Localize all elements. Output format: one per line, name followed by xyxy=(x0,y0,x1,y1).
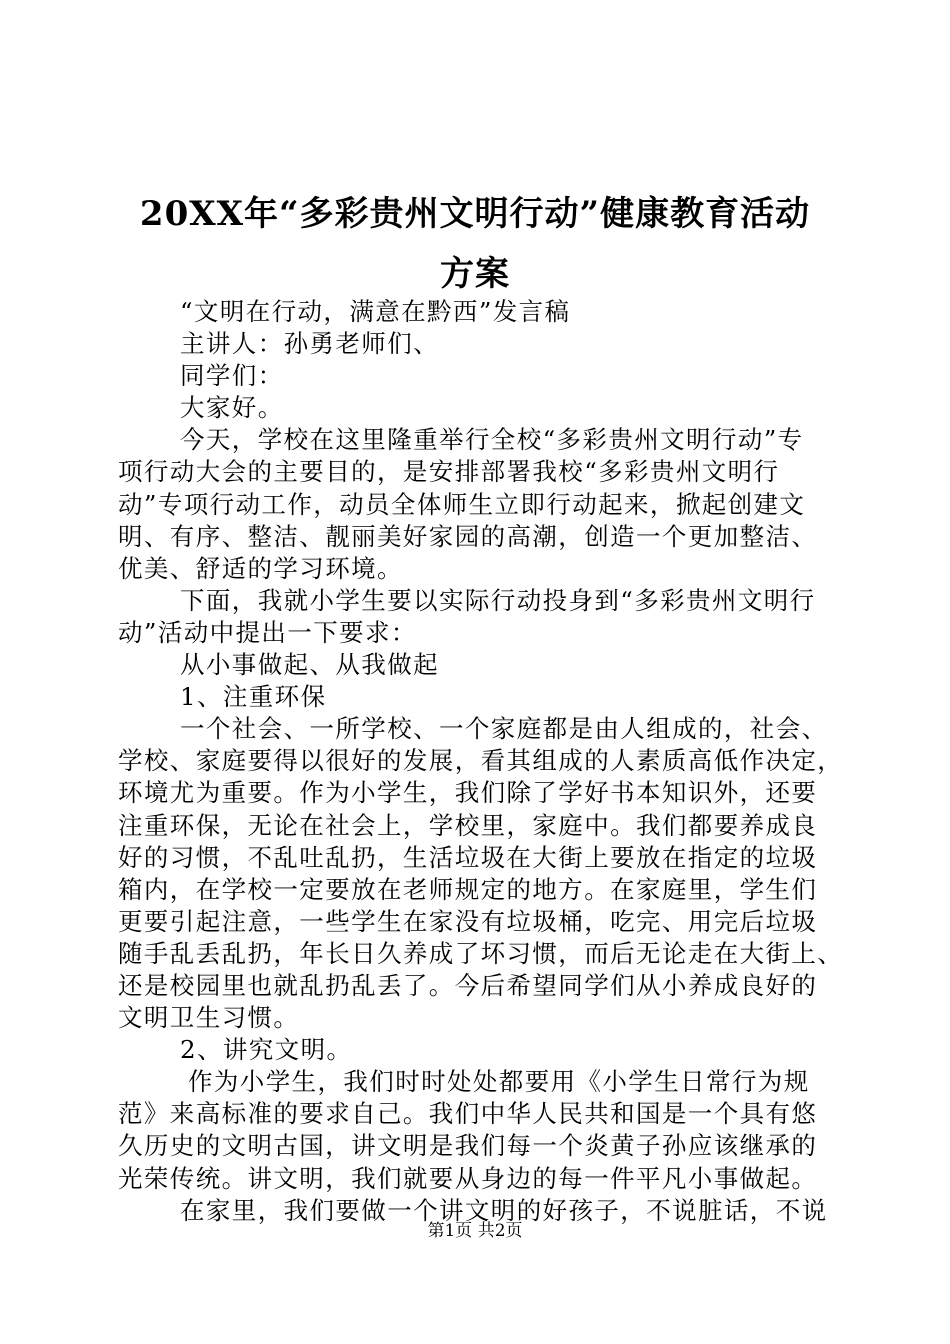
body-line: 明、有序、整洁、靓丽美好家园的高潮，创造一个更加整洁、 xyxy=(118,521,818,551)
body-line: 主讲人：孙勇老师们、 xyxy=(180,329,439,359)
body-line: 注重环保，无论在社会上，学校里，家庭中。我们都要养成良 xyxy=(118,810,818,840)
body-line: 久历史的文明古国，讲文明是我们每一个炎黄子孙应该继承的 xyxy=(118,1131,818,1161)
body-line: 作为小学生，我们时时处处都要用《小学生日常行为规 xyxy=(188,1067,810,1097)
body-line: 文明卫生习惯。 xyxy=(118,1003,300,1033)
body-line: 同学们： xyxy=(180,361,284,391)
body-line: 还是校园里也就乱扔乱丢了。今后希望同学们从小养成良好的 xyxy=(118,970,818,1000)
body-line: “文明在行动，满意在黔西”发言稿 xyxy=(180,297,571,326)
body-line: 动”专项行动工作，动员全体师生立即行动起来，掀起创建文 xyxy=(118,489,806,519)
body-line: 范》来高标准的要求自己。我们中华人民共和国是一个具有悠 xyxy=(118,1099,818,1129)
body-line: 2、讲究文明。 xyxy=(180,1035,353,1065)
body-line: 下面，我就小学生要以实际行动投身到“多彩贵州文明行 xyxy=(180,585,816,615)
body-line: 优美、舒适的学习环境。 xyxy=(118,553,403,583)
body-line: 动”活动中提出一下要求： xyxy=(118,617,417,647)
body-line: 更要引起注意，一些学生在家没有垃圾桶，吃完、用完后垃圾 xyxy=(118,906,818,936)
body-line: 箱内，在学校一定要放在老师规定的地方。在家庭里，学生们 xyxy=(118,874,818,904)
body-line: 1、注重环保 xyxy=(180,682,327,712)
body-line: 在家里，我们要做一个讲文明的好孩子，不说脏话，不说 xyxy=(180,1195,828,1225)
body-line: 从小事做起、从我做起 xyxy=(180,650,439,680)
body-line: 好的习惯，不乱吐乱扔，生活垃圾在大街上要放在指定的垃圾 xyxy=(118,842,818,872)
body-line: 光荣传统。讲文明，我们就要从身边的每一件平凡小事做起。 xyxy=(118,1163,818,1193)
body-line: 随手乱丢乱扔，年长日久养成了坏习惯，而后无论走在大街上、 xyxy=(118,938,844,968)
body-line: 一个社会、一所学校、一个家庭都是由人组成的，社会、 xyxy=(180,714,828,744)
body-line: 学校、家庭要得以很好的发展，看其组成的人素质高低作决定， xyxy=(118,746,844,776)
document-body xyxy=(118,296,844,1227)
body-line: 项行动大会的主要目的，是安排部署我校“多彩贵州文明行 xyxy=(118,457,780,487)
body-line: 环境尤为重要。作为小学生，我们除了学好书本知识外，还要 xyxy=(118,778,818,808)
document-title-line2: 方案 xyxy=(440,254,510,294)
page-number-footer: 第1页 共2页 xyxy=(427,1221,523,1241)
document-title-line1: 20XX年“多彩贵州文明行动”健康教育活动 xyxy=(139,194,811,234)
body-line: 大家好。 xyxy=(180,393,284,423)
body-line: 今天，学校在这里隆重举行全校“多彩贵州文明行动”专 xyxy=(180,425,804,455)
